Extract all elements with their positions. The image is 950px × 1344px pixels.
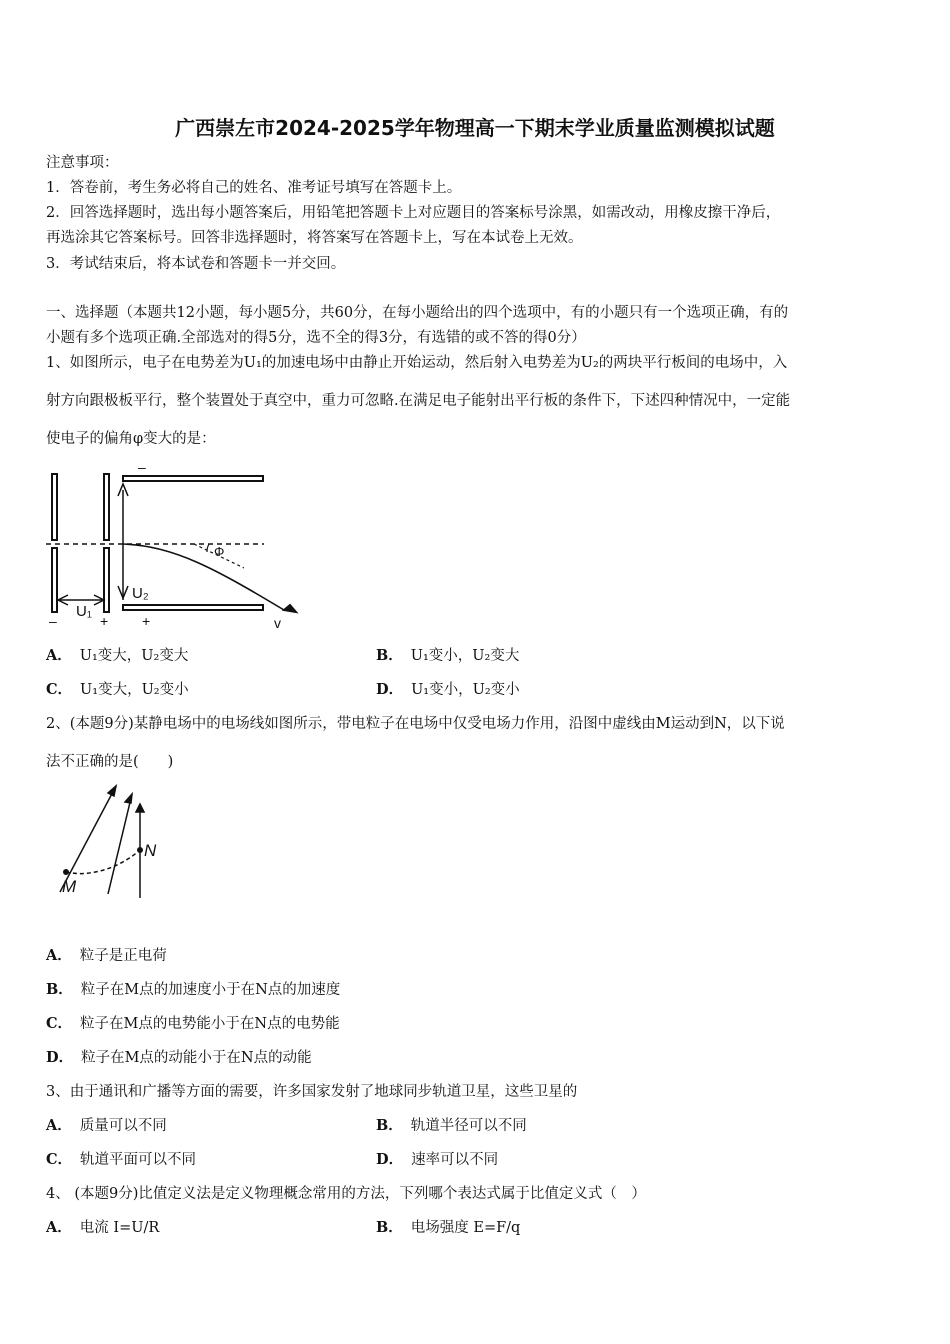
notice-heading: 注意事项： (46, 155, 119, 171)
notice-item-2-cont: 再选涂其它答案标号。回答非选择题时，将答案写在答题卡上，写在本试卷上无效。 (46, 230, 583, 246)
deflect-plate-top (123, 476, 263, 481)
q2-stem-1: 2、(本题9分)某静电场中的电场线如图所示，带电粒子在电场中仅受电场力作用，沿图中虚线由M运动到N，以下说 (46, 716, 785, 732)
notice-item-3: 3．考试结束后，将本试卷和答题卡一并交回。 (46, 256, 346, 272)
point-n (137, 847, 143, 853)
notice-item-2: 2．回答选择题时，选出每小题答案后，用铅笔把答题卡上对应题目的答案标号涂黑，如需改动，用橡皮擦干净后， (46, 205, 781, 221)
label-plus-u1: + (100, 613, 109, 629)
q3-option-b[interactable]: B． 轨道半径可以不同 (376, 1117, 527, 1134)
label-minus-top: – (138, 460, 146, 475)
exam-title: 广西崇左市2024-2025学年物理高一下期末学业质量监测模拟试题 (175, 116, 775, 140)
notice-item-1: 1．答卷前，考生务必将自己的姓名、准考证号填写在答题卡上。 (46, 180, 462, 196)
label-v: v (274, 615, 281, 631)
q1-stem-3: 使电子的偏角φ变大的是： (46, 431, 216, 447)
q3-option-d[interactable]: D． 速率可以不同 (376, 1151, 499, 1168)
q4-option-b[interactable]: B． 电场强度 E=F/q (376, 1219, 521, 1236)
label-phi: Φ (214, 544, 225, 559)
label-m: M (62, 877, 77, 896)
q3-option-c[interactable]: C． 轨道平面可以不同 (46, 1151, 197, 1168)
particle-path (66, 850, 140, 874)
accel-plate-left-bottom (52, 548, 57, 612)
section-instructions-1: 一、选择题（本题共12小题，每小题5分，共60分，在每小题给出的四个选项中，有的小题只有一个选项正确，有的 (46, 305, 789, 321)
q3-option-a[interactable]: A． 质量可以不同 (46, 1117, 167, 1134)
accel-plate-left-top (52, 474, 57, 540)
field-line-2 (108, 794, 132, 894)
q1-option-c[interactable]: C． U₁变大，U₂变小 (46, 681, 189, 698)
label-n: N (144, 841, 157, 860)
label-u2: U₂ (132, 585, 149, 602)
label-plus-u2: + (142, 613, 151, 629)
q2-option-d[interactable]: D． 粒子在M点的动能小于在N点的动能 (46, 1049, 312, 1066)
q1-option-a[interactable]: A． U₁变大，U₂变大 (46, 647, 189, 664)
q1-option-b[interactable]: B． U₁变小，U₂变大 (376, 647, 520, 664)
q2-option-a[interactable]: A． 粒子是正电荷 (46, 947, 167, 964)
accel-plate-right-top (104, 474, 109, 540)
q2-option-b[interactable]: B． 粒子在M点的加速度小于在N点的加速度 (46, 981, 341, 998)
label-minus-left: – (49, 613, 57, 629)
q2-option-c[interactable]: C． 粒子在M点的电势能小于在N点的电势能 (46, 1015, 340, 1032)
q3-stem: 3、由于通讯和广播等方面的需要，许多国家发射了地球同步轨道卫星，这些卫星的 (46, 1084, 578, 1100)
velocity-arrowhead (284, 605, 296, 612)
q2-stem-2: 法不正确的是( ) (46, 754, 174, 770)
label-u1: U₁ (76, 603, 92, 620)
q4-option-a[interactable]: A． 电流 I=U/R (46, 1219, 160, 1236)
point-m (63, 869, 69, 875)
q1-stem-1: 1、如图所示，电子在电势差为U₁的加速电场中由静止开始运动，然后射入电势差为U₂的两块平行板间的电场中，入 (46, 355, 788, 371)
q1-figure (44, 460, 314, 636)
deflect-plate-bottom (123, 605, 263, 610)
q4-stem: 4、 (本题9分)比值定义法是定义物理概念常用的方法，下列哪个表达式属于比值定义式（ ） (46, 1186, 646, 1202)
q1-stem-2: 射方向跟极板平行，整个装置处于真空中，重力可忽略.在满足电子能射出平行板的条件下，下述四种情况中，一定能 (46, 393, 791, 409)
accel-plate-right-bottom (104, 548, 109, 612)
q1-option-d[interactable]: D． U₁变小，U₂变小 (376, 681, 520, 698)
section-instructions-2: 小题有多个选项正确.全部选对的得5分，选不全的得3分，有选错的或不答的得0分） (46, 330, 586, 346)
q2-figure (52, 780, 172, 900)
